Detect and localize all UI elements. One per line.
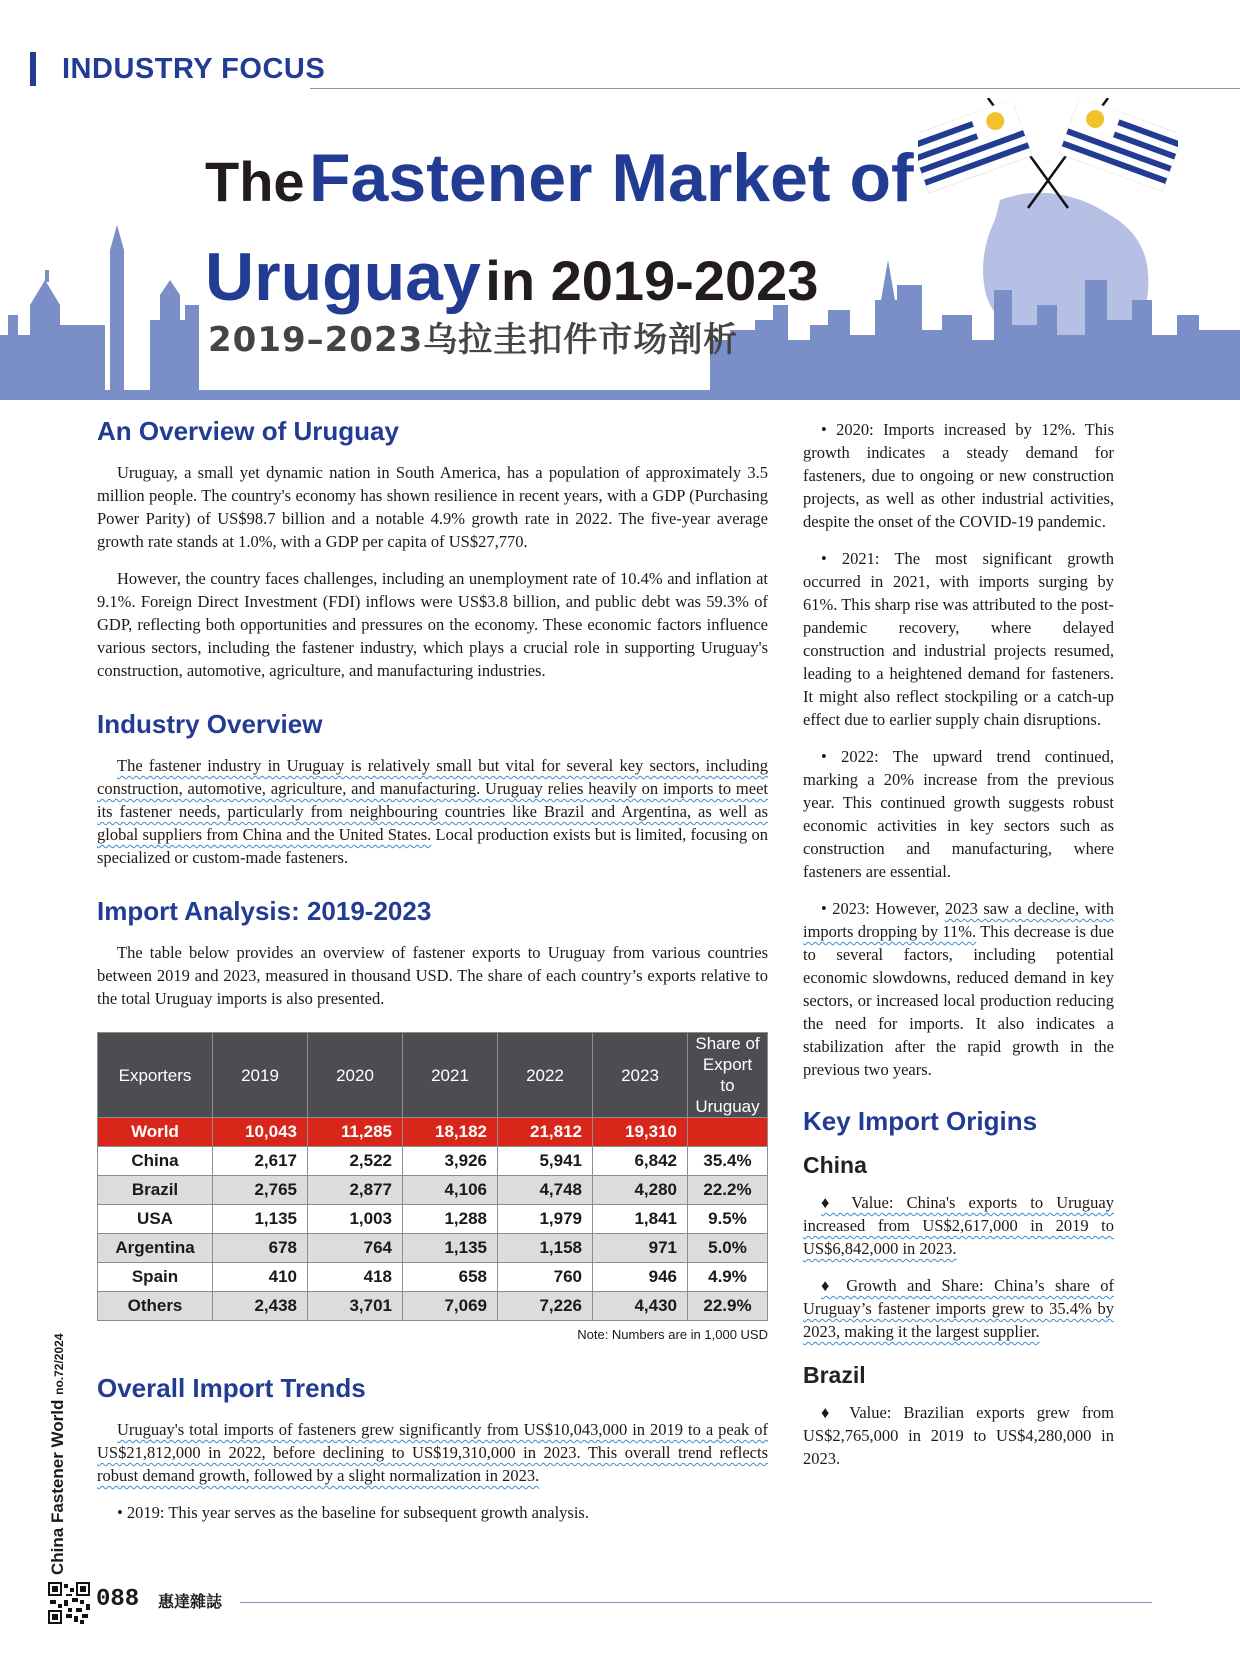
flag-right [1028,98,1178,208]
table-cell: 22.2% [688,1176,768,1205]
table-cell: 4,106 [403,1176,498,1205]
table-note: Note: Numbers are in 1,000 USD [577,1327,768,1342]
table-row-world [98,1118,768,1147]
footer-rule [240,1602,1152,1603]
table-cell: 11,285 [308,1118,403,1147]
table-cell: 21,812 [498,1118,593,1147]
bullet-2020: • 2020: Imports increased by 12%. This growth indicates a steady demand for fasteners, due to ongoing or new construction projects, as well as other industrial activities, despite the onset of the COVID-19 pandemic. [803,420,1114,531]
table-cell: 2,877 [308,1176,403,1205]
heading-trends: Overall Import Trends [97,1373,366,1403]
table-cell: 1,841 [593,1205,688,1234]
title-the: The [205,150,305,213]
brazil-value: ♦ Value: Brazilian exports grew from US$2,765,000 in 2019 to US$4,280,000 in 2023. [803,1403,1114,1468]
bullet-2023-rest: This decrease is due to several factors, including potential economic slowdowns, reduced demand in key sectors, or increased local production reducing the need for imports. It also indicates a stabilization after the rapid growth in the previous two years. [803,922,1114,1079]
table-cell: 971 [593,1234,688,1263]
magazine-name-chinese: 惠達雜誌 [158,1592,223,1611]
title-fastener-market: Fastener Market of [309,140,914,216]
table-cell: Brazil [98,1176,213,1205]
table-cell: USA [98,1205,213,1234]
page-number: 088 [96,1586,140,1613]
table-cell: 946 [593,1263,688,1292]
table-cell: 418 [308,1263,403,1292]
table-row [98,1292,768,1321]
table-cell: 764 [308,1234,403,1263]
table-row [98,1176,768,1205]
table-cell: 1,135 [213,1205,308,1234]
side-issue-number: no.72/2024 [52,1333,66,1395]
industry-paragraph [97,754,768,869]
header-rule [310,88,1240,89]
table-cell: 2,522 [308,1147,403,1176]
china-value [803,1191,1114,1260]
overview-paragraph-1: Uruguay, a small yet dynamic nation in South America, has a population of approximately 3.5 million people. The country's economy has shown resilience in recent years, with a GDP (Purchasing Power Parity) of US$98.7 billion and a notable 4.9% growth rate in 2022. The five-year average growth rate stands at 1.0%, with a GDP per capita of US$27,770. [97,463,768,551]
imports-table [97,1032,768,1321]
share-header-line: to Uruguay [695,1076,760,1116]
table-cell: 10,043 [213,1118,308,1147]
table-cell: Spain [98,1263,213,1292]
section-label: INDUSTRY FOCUS [62,52,326,85]
table-cell: 5,941 [498,1147,593,1176]
share-header-line: Share of [695,1034,760,1053]
table-cell: 9.5% [688,1205,768,1234]
heading-overview: An Overview of Uruguay [97,416,399,446]
table-cell: 410 [213,1263,308,1292]
right-column [803,418,1114,1484]
col-header: 2021 [403,1033,498,1118]
table-cell: 2,617 [213,1147,308,1176]
share-header-line: Export [702,1055,753,1074]
table-cell: 1,979 [498,1205,593,1234]
article-subtitle-chinese: 2019–2023乌拉圭扣件市场剖析 [208,320,739,360]
bullet-2021: • 2021: The most significant growth occurred in 2021, with imports surging by 61%. This sharp rise was attributed to the post-pandemic recovery, where delayed construction and industrial projects resumed, leading to a heightened demand for fasteners. It might also reflect stockpiling or a catch-up effect due to earlier supply chain disruptions. [803,549,1114,729]
table-cell: 3,701 [308,1292,403,1321]
left-column [97,415,768,1538]
table-cell: 1,288 [403,1205,498,1234]
table-cell [688,1118,768,1147]
bullet-2023-lead: • 2023: However, [821,899,945,918]
col-header: 2022 [498,1033,593,1118]
table-cell: 2,765 [213,1176,308,1205]
table-cell: 7,069 [403,1292,498,1321]
table-cell: 7,226 [498,1292,593,1321]
china-share-text: ♦ Growth and Share: China’s share of Uruguay’s fastener imports grew to 35.4% by 2023, making it the largest supplier. [803,1276,1114,1341]
title-years: in 2019-2023 [485,249,819,312]
title-uruguay: Uruguay [205,239,481,315]
overview-paragraph-2: However, the country faces challenges, including an unemployment rate of 10.4% and inflation at 9.1%. Foreign Direct Investment (FDI) inflows were US$3.8 billion, and public debt was 59.3% of GDP, reflecting both opportunities and pressures on the economy. These economic factors influence various sectors, including the fastener industry, which plays a crucial role in supporting Uruguay's construction, automotive, agriculture, and manufacturing industries. [97,569,768,680]
table-row [98,1205,768,1234]
col-header: 2023 [593,1033,688,1118]
section-tag [30,52,325,86]
table-row [98,1147,768,1176]
table-cell: 6,842 [593,1147,688,1176]
table-cell: 760 [498,1263,593,1292]
heading-brazil: Brazil [803,1362,866,1388]
table-cell: World [98,1118,213,1147]
table-cell: 1,158 [498,1234,593,1263]
trends-paragraph [97,1418,768,1487]
table-cell: 4.9% [688,1263,768,1292]
table-cell: 4,748 [498,1176,593,1205]
table-cell: 18,182 [403,1118,498,1147]
table-cell: China [98,1147,213,1176]
trends-underlined-text: Uruguay's total imports of fasteners grew significantly from US$10,043,000 in 2019 to a peak of US$21,812,000 in 2022, before declining to US$19,310,000 in 2023. This overall trend reflects robust demand growth, followed by a slight normalization in 2023. [97,1420,768,1485]
table-cell: 1,003 [308,1205,403,1234]
section-tag-bar [30,52,36,86]
table-cell: 35.4% [688,1147,768,1176]
table-row [98,1234,768,1263]
table-row [98,1263,768,1292]
table-cell: 4,280 [593,1176,688,1205]
vertical-magazine-name [48,1334,68,1576]
bullet-2022: • 2022: The upward trend continued, marking a 20% increase from the previous year. This continued growth suggests robust economic activities in key sectors such as construction and manufacturing, where fasteners are essential. [803,747,1114,881]
import-analysis-paragraph: The table below provides an overview of fastener exports to Uruguay from various countries between 2019 and 2023, measured in thousand USD. The share of each country’s exports relative to the total Uruguay imports is also presented. [97,943,768,1008]
col-header: 2019 [213,1033,308,1118]
table-cell: Argentina [98,1234,213,1263]
table-cell: 4,430 [593,1292,688,1321]
side-magazine-title: China Fastener World [48,1399,67,1575]
uruguay-flags-icon [918,98,1178,218]
col-header: Exporters [98,1033,213,1118]
bullet-2023-underlined: 2023 saw a decline, with imports dropping by 11%. [803,899,1114,941]
article-title [205,138,914,336]
col-header-share [688,1033,768,1118]
china-value-text: ♦ Value: China's exports to Uruguay increased from US$2,617,000 in 2019 to US$6,842,000 in 2023. [803,1193,1114,1258]
table-cell: 658 [403,1263,498,1292]
table-cell: 19,310 [593,1118,688,1147]
col-header: 2020 [308,1033,403,1118]
bullet-2019: • 2019: This year serves as the baseline for subsequent growth analysis. [117,1503,589,1522]
industry-rest-text: Local production exists but is limited, focusing on specialized or custom-made fasteners. [97,825,768,867]
table-cell: Others [98,1292,213,1321]
heading-china: China [803,1152,867,1178]
table-cell: 2,438 [213,1292,308,1321]
heading-key-origins: Key Import Origins [803,1106,1038,1136]
table-header-row [98,1033,768,1118]
qr-code-icon [48,1582,90,1624]
china-share [803,1274,1114,1343]
heading-industry: Industry Overview [97,709,323,739]
flag-left [918,98,1068,208]
heading-import-analysis: Import Analysis: 2019-2023 [97,896,432,926]
table-cell: 3,926 [403,1147,498,1176]
bullet-2023 [803,897,1114,1081]
table-cell: 22.9% [688,1292,768,1321]
table-cell: 5.0% [688,1234,768,1263]
table-cell: 1,135 [403,1234,498,1263]
table-cell: 678 [213,1234,308,1263]
industry-underlined-text: The fastener industry in Uruguay is relatively small but vital for several key sectors, including construction, automotive, agriculture, and manufacturing. Uruguay relies heavily on imports to meet its fastener needs, particularly from neighbouring countries like Brazil and Argentina, as well as global suppliers from China and the United States. [97,756,768,844]
